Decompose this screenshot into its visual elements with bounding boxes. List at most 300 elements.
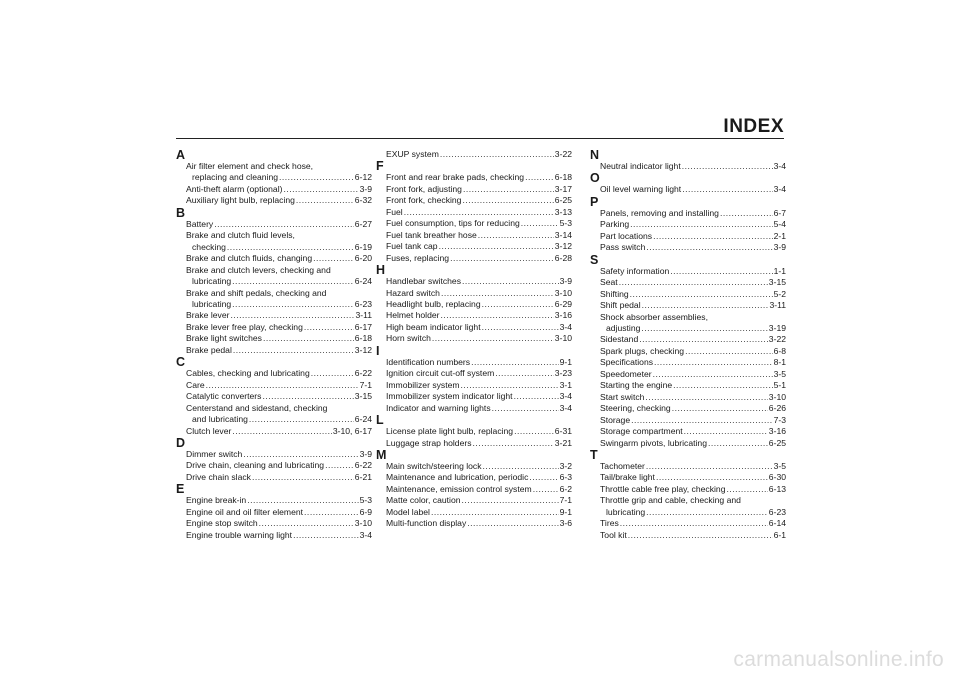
entry-line (386, 518, 572, 529)
page-number: 6-24 (354, 276, 372, 287)
entry-text: Tachometer (600, 460, 645, 471)
entry-text: Engine break-in (186, 495, 247, 506)
index-entry (186, 403, 372, 426)
index-entry (186, 184, 372, 195)
dot-leader (432, 333, 554, 344)
entry-text: checking (192, 241, 226, 252)
entry-line (186, 414, 372, 425)
page-number: 7-3 (773, 414, 786, 425)
entry-line (186, 310, 372, 321)
entry-line (600, 289, 786, 300)
page-number: 3-12 (554, 241, 572, 252)
page-number: 3-4 (773, 184, 786, 195)
entry-line (186, 195, 372, 206)
dot-leader (646, 507, 768, 518)
page-number: 6-7 (773, 207, 786, 218)
entry-line (386, 438, 572, 449)
entry-line (186, 299, 372, 310)
index-entry (186, 161, 372, 184)
entry-text: High beam indicator light (386, 321, 481, 332)
index-entry (600, 219, 786, 230)
dot-leader (227, 242, 354, 253)
page-number: 3-9 (773, 242, 786, 253)
index-entry (386, 472, 572, 483)
page-number: 6-13 (768, 483, 786, 494)
page-number: 8-1 (773, 357, 786, 368)
entry-line (600, 231, 786, 242)
index-entry (386, 507, 572, 518)
section-letter: O (590, 171, 600, 186)
page-number: 5-4 (773, 219, 786, 230)
entry-line (386, 495, 572, 506)
dot-leader (230, 310, 354, 321)
entry-text: Main switch/steering lock (386, 460, 482, 471)
entry-line (386, 484, 572, 495)
dot-leader (521, 218, 559, 229)
index-entry (386, 195, 572, 206)
entry-text: adjusting (606, 322, 641, 333)
entry-line (186, 322, 372, 333)
index-entry (186, 507, 372, 518)
entry-line (600, 415, 786, 426)
entry-line (600, 369, 786, 380)
page-number: 6-18 (554, 172, 572, 183)
page-number: 3-22 (768, 334, 786, 345)
index-entry (600, 357, 786, 368)
entry-text: Steering, checking (600, 403, 671, 414)
entry-line (600, 334, 786, 345)
index-column-2 (376, 149, 572, 530)
entry-text: Hazard switch (386, 287, 440, 298)
index-entry (186, 391, 372, 402)
page-number: 5-1 (773, 380, 786, 391)
entry-line (386, 368, 572, 379)
page-number: 5-3 (559, 218, 572, 229)
entry-line (600, 208, 786, 219)
entry-line (386, 310, 572, 321)
index-entry (600, 380, 786, 391)
entry-line (186, 449, 372, 460)
entry-text: Engine stop switch (186, 518, 258, 529)
entry-line (600, 380, 786, 391)
page-number: 6-23 (354, 298, 372, 309)
page-number: 3-4 (773, 161, 786, 171)
entry-line (600, 242, 786, 253)
index-entry (186, 310, 372, 321)
entry-line (600, 507, 786, 518)
entry-line (600, 392, 786, 403)
index-entry (600, 300, 786, 311)
entry-text: Parking (600, 219, 630, 230)
section-letter: L (376, 413, 384, 428)
entry-line (600, 219, 786, 230)
entry-line (386, 276, 572, 287)
page-number: 3-17 (554, 183, 572, 194)
dot-leader (440, 149, 554, 160)
index-entry (186, 230, 372, 253)
dot-leader (720, 208, 773, 219)
page-number: 3-5 (773, 460, 786, 471)
entry-line (600, 277, 786, 288)
dot-leader (262, 391, 353, 402)
dot-leader (654, 357, 773, 368)
entry-line (186, 345, 372, 356)
entry-text: replacing and cleaning (192, 172, 279, 183)
index-entry (386, 230, 572, 241)
index-entry (600, 484, 786, 495)
entry-line (186, 426, 372, 437)
entry-text: Panels, removing and installing (600, 207, 719, 218)
index-entry (600, 184, 786, 195)
index-entry (386, 518, 572, 529)
entry-text: Shift pedal (600, 300, 641, 311)
dot-leader (441, 310, 554, 321)
dot-leader (293, 530, 359, 541)
index-entry (186, 265, 372, 288)
entry-text: Safety information (600, 265, 670, 276)
dot-leader (630, 289, 773, 300)
dot-leader (726, 484, 767, 495)
section-letter: B (176, 205, 186, 220)
dot-leader (450, 253, 554, 264)
entry-line (186, 172, 372, 183)
entry-text: Drive chain slack (186, 471, 251, 482)
entry-text: Dimmer switch (186, 448, 243, 459)
dot-leader (514, 391, 559, 402)
entry-line (600, 472, 786, 483)
index-entry (386, 276, 572, 287)
entry-line (186, 276, 372, 287)
index-entry (186, 518, 372, 529)
entry-text: Front fork, adjusting (386, 183, 462, 194)
watermark: carmanualsonline.info (733, 648, 944, 671)
dot-leader (619, 277, 768, 288)
section-letter: A (176, 148, 186, 162)
section-letter: E (176, 482, 185, 497)
entry-line (386, 218, 572, 229)
entry-text: Engine oil and oil filter element (186, 506, 304, 517)
entry-line (186, 507, 372, 518)
page-number: 6-22 (354, 460, 372, 471)
entry-line (186, 530, 372, 541)
dot-leader (708, 438, 768, 449)
entry-line (386, 403, 572, 414)
dot-leader (473, 438, 554, 449)
index-entry (386, 241, 572, 252)
index-entry (386, 461, 572, 472)
page-number: 6-29 (554, 298, 572, 309)
entry-line (386, 333, 572, 344)
entry-line (186, 333, 372, 344)
page-number: 3-9 (359, 183, 372, 194)
index-entry (186, 460, 372, 471)
page-number: 7-1 (559, 495, 572, 506)
page-number: 3-11 (769, 300, 786, 311)
section-letter: N (590, 148, 600, 162)
index-entry (386, 207, 572, 218)
entry-text: Speedometer (600, 368, 652, 379)
entry-text: Brake pedal (186, 344, 232, 355)
index-entry (386, 299, 572, 310)
index-column-1 (176, 149, 372, 541)
entry-text: Front and rear brake pads, checking (386, 172, 525, 183)
entry-line (386, 426, 572, 437)
entry-line (600, 357, 786, 368)
entry-line (386, 207, 572, 218)
dot-leader (431, 507, 559, 518)
index-entry (600, 346, 786, 357)
entry-text: Front fork, checking (386, 195, 462, 206)
dot-leader (478, 230, 554, 241)
entry-line (386, 149, 572, 160)
entry-text: Start switch (600, 391, 645, 402)
dot-leader (471, 357, 559, 368)
entry-text: Brake light switches (186, 333, 262, 344)
entry-text: Seat (600, 277, 618, 288)
index-entry (186, 380, 372, 391)
entry-line (386, 253, 572, 264)
entry-text: Brake and clutch fluids, changing (186, 253, 313, 264)
entry-text: Maintenance, emission control system (386, 483, 532, 494)
index-entry (600, 461, 786, 472)
entry-text: Handlebar switches (386, 276, 461, 287)
entry-text: Luggage strap holders (386, 437, 472, 448)
page-number: 5-3 (359, 495, 372, 506)
page-number: 6-18 (354, 333, 372, 344)
entry-line (386, 172, 572, 183)
index-entry (386, 357, 572, 368)
page-number: 3-4 (559, 321, 572, 332)
page-number: 3-13 (554, 206, 572, 217)
entry-line (186, 460, 372, 471)
index-entry (386, 426, 572, 437)
entry-text: Cables, checking and lubricating (186, 368, 310, 379)
entry-line (186, 242, 372, 253)
dot-leader (259, 518, 354, 529)
entry-line (386, 357, 572, 368)
index-entry (386, 184, 572, 195)
index-entry (386, 438, 572, 449)
dot-leader (263, 333, 354, 344)
dot-leader (684, 426, 768, 437)
dot-leader (656, 472, 768, 483)
entry-text: Brake and clutch levers, checking and (186, 264, 331, 275)
dot-leader (247, 495, 358, 506)
page-number: 5-2 (773, 288, 786, 299)
section-letter: C (176, 355, 186, 370)
section-letter: H (376, 263, 386, 278)
entry-text: Matte color, caution (386, 495, 461, 506)
page-number: 6-2 (559, 483, 572, 494)
index-entry (600, 266, 786, 277)
index-entry (186, 288, 372, 311)
entry-text: Storage compartment (600, 426, 683, 437)
entry-text: lubricating (192, 298, 232, 309)
index-entry (600, 415, 786, 426)
page-number: 6-27 (354, 218, 372, 229)
page-number: 3-21 (554, 437, 572, 448)
entry-text: Identification numbers (386, 356, 471, 367)
entry-text: Fuses, replacing (386, 252, 450, 263)
dot-leader (525, 172, 554, 183)
dot-leader (685, 346, 773, 357)
page-number: 6-21 (354, 471, 372, 482)
dot-leader (243, 449, 358, 460)
index-entry (386, 484, 572, 495)
index-entry (386, 288, 572, 299)
dot-leader (214, 219, 354, 230)
page-number: 6-22 (354, 368, 372, 379)
entry-text: Oil level warning light (600, 184, 682, 195)
entry-text: and lubricating (192, 414, 248, 425)
index-entry (186, 195, 372, 206)
page-number: 6-1 (773, 529, 786, 540)
entry-line (386, 507, 572, 518)
index-entry (386, 149, 572, 160)
index-entry (186, 449, 372, 460)
index-entry (600, 530, 786, 541)
dot-leader (630, 219, 772, 230)
index-entry (186, 426, 372, 437)
dot-leader (283, 184, 358, 195)
entry-text: Maintenance and lubrication, periodic (386, 472, 529, 483)
index-entry (386, 172, 572, 183)
page-number: 6-25 (768, 437, 786, 448)
index-entry (386, 253, 572, 264)
dot-leader (631, 415, 772, 426)
dot-leader (483, 461, 559, 472)
section-letter: T (590, 447, 598, 462)
dot-leader (252, 472, 354, 483)
entry-line (186, 368, 372, 379)
index-entry (600, 161, 786, 172)
index-entry (600, 392, 786, 403)
entry-text: Drive chain, cleaning and lubricating (186, 460, 325, 471)
index-entry (386, 310, 572, 321)
entry-line (600, 184, 786, 195)
index-entry (386, 333, 572, 344)
dot-leader (620, 518, 768, 529)
page-number: 6-17 (354, 321, 372, 332)
index-entry (600, 231, 786, 242)
entry-text: Shock absorber assemblies, (600, 311, 708, 322)
entry-line (386, 322, 572, 333)
entry-text: Multi-function display (386, 518, 467, 529)
section-letter: D (176, 435, 186, 450)
page-title: INDEX (723, 116, 784, 137)
page-number: 3-11 (355, 310, 372, 321)
entry-text: Clutch lever (186, 425, 232, 436)
page-number: 1-1 (773, 265, 786, 276)
page-number: 9-1 (559, 356, 572, 367)
entry-text: Spark plugs, checking (600, 345, 685, 356)
entry-text: Tool kit (600, 529, 627, 540)
dot-leader (672, 403, 768, 414)
entry-line (386, 195, 572, 206)
dot-leader (653, 231, 773, 242)
entry-text: Brake and shift pedals, checking and (186, 287, 327, 298)
entry-line (186, 495, 372, 506)
section-letter: M (376, 447, 387, 462)
entry-line (600, 518, 786, 529)
page-number: 3-23 (554, 368, 572, 379)
index-entry (600, 495, 786, 518)
dot-leader (232, 276, 354, 287)
dot-leader (646, 242, 772, 253)
index-column-3 (590, 149, 786, 541)
page-number: 6-28 (554, 252, 572, 263)
entry-line (386, 288, 572, 299)
page-number: 6-30 (768, 472, 786, 483)
entry-line (600, 461, 786, 472)
entry-text: Care (186, 379, 205, 390)
page-number: 6-25 (554, 195, 572, 206)
entry-text: Throttle cable free play, checking (600, 483, 726, 494)
page-number: 6-12 (354, 172, 372, 183)
index-entry (186, 219, 372, 230)
dot-leader (682, 184, 772, 195)
entry-line (600, 438, 786, 449)
dot-leader (673, 380, 772, 391)
entry-text: Centerstand and sidestand, checking (186, 402, 328, 413)
entry-text: Fuel tank cap (386, 241, 438, 252)
dot-leader (232, 299, 354, 310)
index-entry (386, 403, 572, 414)
page-number: 6-9 (359, 506, 372, 517)
entry-text: Brake lever (186, 310, 230, 321)
entry-line (600, 161, 786, 172)
entry-line (600, 530, 786, 541)
dot-leader (514, 426, 554, 437)
entry-line (186, 219, 372, 230)
dot-leader (461, 380, 559, 391)
dot-leader (462, 195, 553, 206)
entry-text: Ignition circuit cut-off system (386, 368, 495, 379)
entry-line (186, 472, 372, 483)
entry-line (186, 518, 372, 529)
header-rule (176, 138, 784, 139)
index-entry (186, 495, 372, 506)
dot-leader (641, 323, 767, 334)
dot-leader (439, 241, 554, 252)
entry-text: Brake and clutch fluid levels, (186, 230, 295, 241)
page-number: 3-16 (768, 426, 786, 437)
dot-leader (304, 507, 359, 518)
index-entry (186, 345, 372, 356)
dot-leader (646, 461, 773, 472)
entry-text: Part locations (600, 230, 653, 241)
index-entry (386, 368, 572, 379)
entry-line (600, 426, 786, 437)
index-entry (600, 426, 786, 437)
index-entry (600, 369, 786, 380)
page-number: 6-26 (768, 403, 786, 414)
page-number: 3-14 (554, 229, 572, 240)
page-number: 6-23 (768, 506, 786, 517)
entry-text: Anti-theft alarm (optional) (186, 183, 283, 194)
dot-leader (325, 460, 354, 471)
page-number: 3-4 (359, 529, 372, 540)
entry-line (386, 380, 572, 391)
index-entry (386, 495, 572, 506)
entry-text: Immobilizer system indicator light (386, 391, 513, 402)
page-number: 3-16 (554, 310, 572, 321)
page-number: 9-1 (559, 506, 572, 517)
entry-line (386, 391, 572, 402)
index-entry (600, 312, 786, 335)
dot-leader (304, 322, 354, 333)
dot-leader (482, 299, 554, 310)
